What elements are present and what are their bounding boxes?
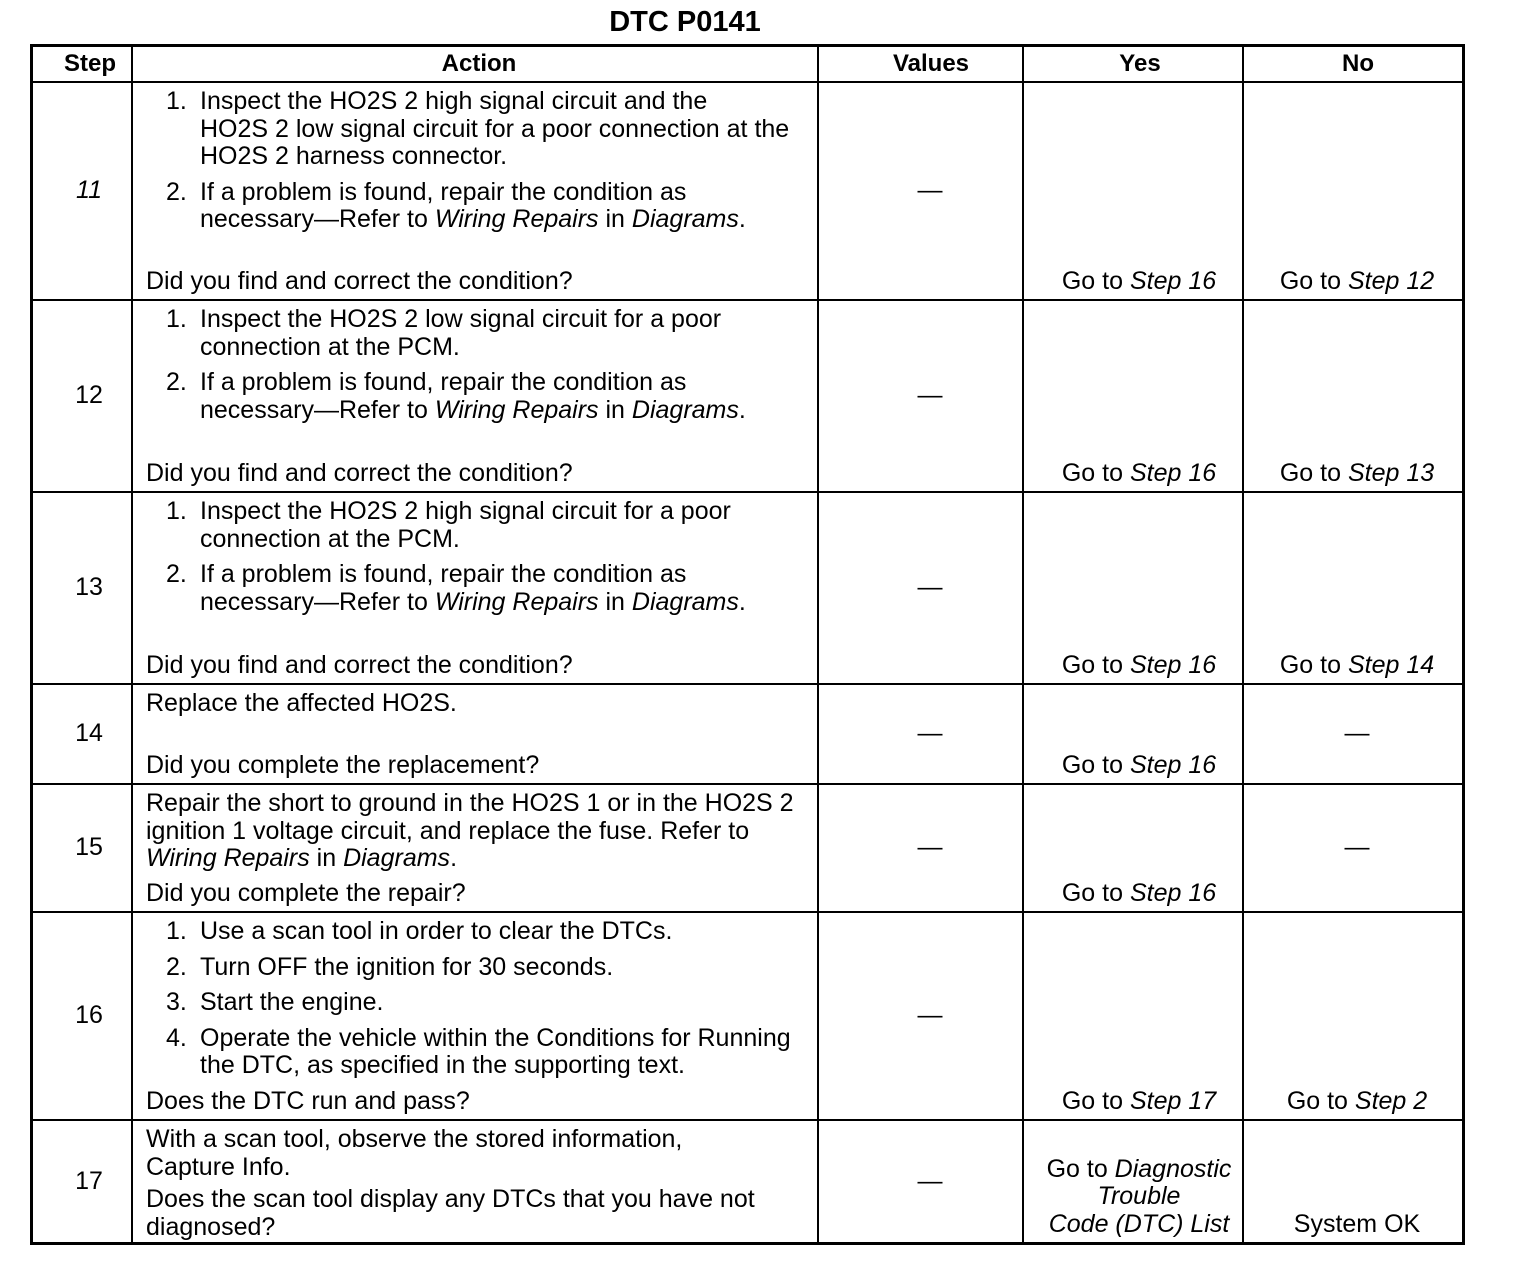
no-result	[1244, 652, 1462, 680]
no-cell	[1244, 83, 1462, 299]
action-steps	[133, 306, 817, 424]
yes-result	[1024, 1156, 1242, 1239]
go-to-label: Go to	[1279, 650, 1348, 679]
item-line: connection at the PCM.	[200, 332, 460, 361]
reference-wiring-repairs: Wiring Repairs	[146, 844, 310, 872]
text-segment: .	[450, 844, 458, 872]
step-number: 15	[75, 833, 103, 862]
item-line	[200, 397, 817, 425]
item-line: Inspect the HO2S 2 high signal circuit for a poor	[200, 497, 731, 525]
step-number: 12	[75, 381, 103, 410]
item-number: 1.	[166, 87, 187, 115]
no-result: System OK	[1293, 1209, 1421, 1238]
table-row-step-12	[33, 301, 1462, 493]
item-line	[200, 589, 817, 617]
values-cell	[819, 685, 1024, 783]
no-cell	[1244, 913, 1462, 1119]
action-steps	[133, 498, 817, 616]
no-result	[1244, 1088, 1462, 1116]
header-step: Step	[33, 47, 133, 81]
item-number: 1.	[166, 305, 187, 333]
list-item	[133, 498, 817, 553]
question-line: diagnosed?	[146, 1212, 276, 1241]
dtc-list-reference: Trouble	[1097, 1182, 1181, 1210]
values-dash: —	[917, 719, 943, 748]
text-segment: in	[309, 844, 344, 872]
item-number: 2.	[166, 368, 187, 396]
action-cell	[133, 301, 819, 491]
action-cell	[133, 913, 819, 1119]
item-line: If a problem is found, repair the condition as	[200, 368, 687, 396]
values-dash: —	[917, 1001, 943, 1030]
item-line: connection at the PCM.	[200, 524, 460, 553]
table-row-step-13	[33, 493, 1462, 685]
values-dash: —	[917, 176, 943, 205]
list-item	[133, 179, 817, 234]
step-number: 14	[75, 719, 103, 748]
no-result	[1244, 460, 1462, 488]
step-number: 13	[75, 573, 103, 602]
no-result	[1244, 268, 1462, 296]
go-to-label: Go to	[1061, 1086, 1130, 1115]
values-cell	[819, 1121, 1024, 1242]
item-line: HO2S 2 harness connector.	[200, 142, 508, 170]
action-question: Does the DTC run and pass?	[146, 1086, 470, 1115]
values-cell	[819, 913, 1024, 1119]
step-cell	[33, 1121, 133, 1242]
text-segment: necessary—Refer to	[200, 395, 435, 424]
text-segment: in	[598, 587, 632, 616]
yes-result	[1024, 268, 1242, 296]
step-reference: Step 13	[1347, 458, 1435, 487]
item-line: If a problem is found, repair the condition as	[200, 560, 687, 588]
header-action: Action	[133, 47, 819, 81]
step-cell	[33, 785, 133, 911]
text-segment: .	[738, 205, 746, 233]
dtc-table	[30, 44, 1465, 1245]
step-reference: Step 16	[1129, 878, 1217, 907]
values-dash: —	[917, 573, 943, 602]
values-dash: —	[917, 381, 943, 410]
action-line: ignition 1 voltage circuit, and replace the fuse. Refer to	[146, 816, 750, 845]
yes-cell	[1024, 83, 1244, 299]
action-line: Repair the short to ground in the HO2S 1 or in the HO2S 2	[146, 789, 794, 817]
step-cell	[33, 493, 133, 683]
no-cell	[1244, 1121, 1462, 1242]
table-row-step-17	[33, 1121, 1462, 1242]
yes-result	[1024, 1088, 1242, 1116]
step-cell	[33, 913, 133, 1119]
yes-cell	[1024, 493, 1244, 683]
action-question	[146, 1186, 755, 1241]
values-cell	[819, 301, 1024, 491]
list-item	[133, 989, 817, 1017]
step-reference: Step 16	[1129, 458, 1217, 487]
step-reference: Step 17	[1129, 1086, 1217, 1115]
action-text	[133, 690, 817, 718]
item-line: Inspect the HO2S 2 low signal circuit for a poor	[200, 305, 722, 333]
item-line: HO2S 2 low signal circuit for a poor connection at the	[200, 114, 790, 143]
item-number: 2.	[166, 177, 187, 206]
reference-wiring-repairs: Wiring Repairs	[434, 205, 599, 233]
step-reference: Step 14	[1347, 650, 1435, 679]
table-row-step-15	[33, 785, 1462, 913]
go-to-label: Go to	[1279, 458, 1348, 487]
list-item	[133, 954, 817, 982]
step-cell	[33, 685, 133, 783]
action-text	[133, 1126, 817, 1181]
text-segment: necessary—Refer to	[200, 587, 435, 616]
action-text	[133, 790, 817, 873]
question-line: Does the scan tool display any DTCs that you have not	[146, 1185, 755, 1213]
action-cell	[133, 685, 819, 783]
action-line	[133, 845, 817, 873]
list-item	[133, 88, 817, 171]
action-line: Capture Info.	[146, 1152, 291, 1181]
step-cell	[33, 301, 133, 491]
table-row-step-14	[33, 685, 1462, 785]
list-item	[133, 918, 817, 946]
table-row-step-16	[33, 913, 1462, 1121]
header-no: No	[1342, 50, 1374, 77]
reference-wiring-repairs: Wiring Repairs	[434, 587, 599, 616]
values-dash: —	[917, 833, 943, 862]
text-segment: in	[598, 205, 632, 233]
item-line: Turn OFF the ignition for 30 seconds.	[200, 952, 614, 981]
no-cell	[1244, 493, 1462, 683]
action-question: Did you find and correct the condition?	[146, 650, 573, 679]
text-segment: in	[598, 395, 632, 424]
step-reference: Step 12	[1347, 266, 1435, 295]
action-cell	[133, 785, 819, 911]
values-cell	[819, 785, 1024, 911]
text-segment: necessary—Refer to	[200, 205, 435, 233]
item-number: 1.	[166, 497, 187, 525]
yes-cell	[1024, 685, 1244, 783]
item-number: 2.	[166, 952, 187, 981]
item-number: 4.	[166, 1023, 187, 1052]
action-question: Did you find and correct the condition?	[146, 458, 573, 487]
header-values: Values	[819, 47, 1024, 81]
step-cell	[33, 83, 133, 299]
step-number: 16	[75, 1001, 103, 1030]
item-number: 3.	[166, 988, 187, 1016]
reference-diagrams: Diagrams	[631, 395, 739, 424]
go-to-label: Go to	[1061, 878, 1130, 907]
go-to-label: Go to	[1286, 1086, 1355, 1115]
values-cell	[819, 83, 1024, 299]
no-dash: —	[1344, 719, 1370, 748]
action-line: With a scan tool, observe the stored information,	[146, 1125, 683, 1153]
reference-diagrams: Diagrams	[343, 844, 451, 872]
action-line: Replace the affected HO2S.	[146, 689, 457, 717]
values-dash: —	[917, 1166, 943, 1195]
list-item	[133, 561, 817, 616]
action-cell	[133, 83, 819, 299]
go-to-label: Go to	[1061, 650, 1130, 679]
action-cell	[133, 1121, 819, 1242]
go-to-label: Go to	[1279, 266, 1348, 295]
go-to-label: Go to	[1061, 750, 1130, 779]
list-item	[133, 306, 817, 361]
yes-cell	[1024, 785, 1244, 911]
item-number: 2.	[166, 560, 187, 588]
item-line: If a problem is found, repair the condition as	[200, 177, 687, 206]
yes-cell	[1024, 1121, 1244, 1242]
item-line	[200, 206, 817, 234]
reference-wiring-repairs: Wiring Repairs	[434, 395, 599, 424]
step-number: 17	[75, 1166, 103, 1195]
reference-diagrams: Diagrams	[631, 587, 739, 616]
item-line: Inspect the HO2S 2 high signal circuit and the	[200, 87, 708, 115]
yes-result	[1024, 652, 1242, 680]
action-question: Did you complete the repair?	[146, 878, 466, 907]
go-to-label: Go to	[1046, 1154, 1115, 1183]
reference-diagrams: Diagrams	[631, 205, 739, 233]
list-item	[133, 1025, 817, 1080]
step-reference: Step 16	[1129, 266, 1217, 295]
item-line: the DTC, as specified in the supporting text.	[200, 1051, 685, 1079]
action-cell	[133, 493, 819, 683]
values-cell	[819, 493, 1024, 683]
yes-result	[1024, 460, 1242, 488]
no-cell	[1244, 301, 1462, 491]
item-line: Use a scan tool in order to clear the DTCs.	[200, 917, 673, 945]
no-cell	[1244, 685, 1462, 783]
action-steps	[133, 88, 817, 234]
dtc-list-reference: Diagnostic	[1114, 1154, 1232, 1183]
table-header-row	[33, 47, 1462, 83]
yes-cell	[1024, 301, 1244, 491]
yes-result	[1024, 752, 1242, 780]
step-number: 11	[76, 176, 102, 205]
yes-cell	[1024, 913, 1244, 1119]
list-item	[133, 369, 817, 424]
text-segment: .	[738, 395, 746, 424]
table-row-step-11	[33, 83, 1462, 301]
doc-title: DTC P0141	[609, 6, 761, 38]
step-reference: Step 2	[1354, 1086, 1428, 1115]
item-number: 1.	[166, 917, 187, 945]
no-dash: —	[1344, 833, 1370, 862]
go-to-label: Go to	[1061, 266, 1130, 295]
step-reference: Step 16	[1129, 650, 1217, 679]
yes-line	[1036, 1156, 1242, 1184]
item-line: Operate the vehicle within the Conditions for Running	[200, 1023, 791, 1052]
dtc-list-reference: Code (DTC) List	[1048, 1209, 1230, 1238]
action-question: Did you find and correct the condition?	[146, 266, 573, 295]
item-line: Start the engine.	[200, 988, 384, 1016]
step-reference: Step 16	[1129, 750, 1217, 779]
text-segment: .	[738, 587, 746, 616]
action-steps	[133, 918, 817, 1080]
no-cell	[1244, 785, 1462, 911]
yes-result	[1024, 880, 1242, 908]
header-yes: Yes	[1024, 47, 1244, 81]
go-to-label: Go to	[1061, 458, 1130, 487]
action-question: Did you complete the replacement?	[146, 750, 540, 779]
